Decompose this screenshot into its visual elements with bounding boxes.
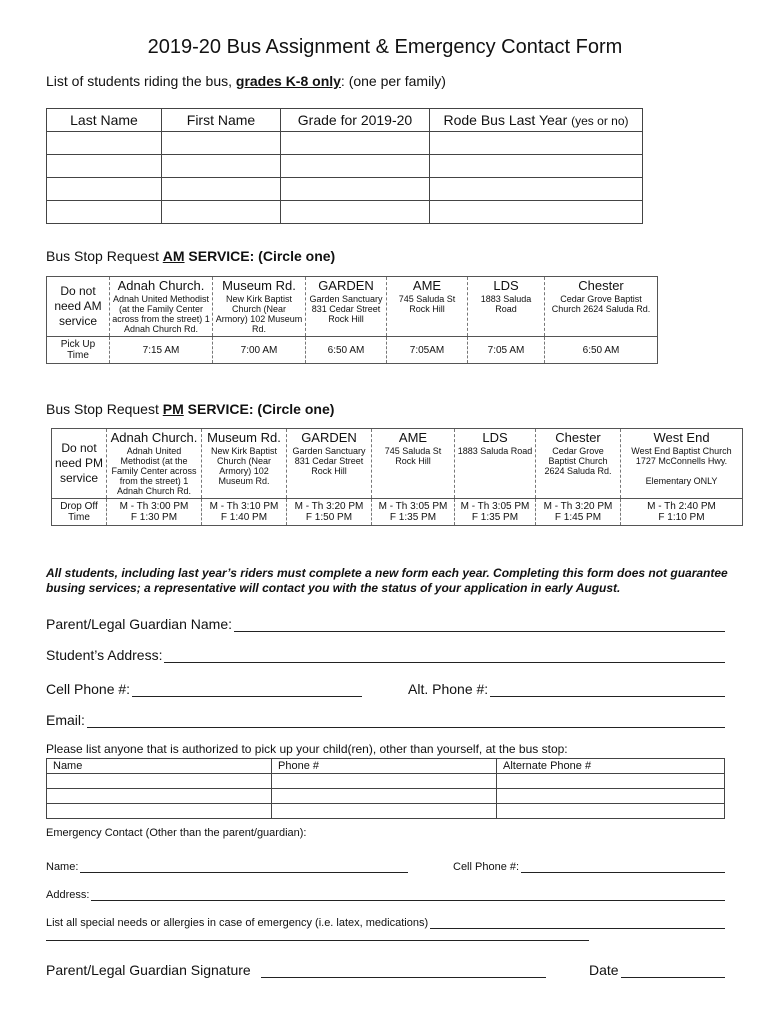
input-cell[interactable] <box>430 132 643 155</box>
field-label: Cell Phone #: <box>453 861 520 873</box>
rode-bus-label: Rode Bus Last Year <box>443 112 568 128</box>
notice-text: All students, including last year’s riders must complete a new form each year. Completing this form does not guarantee busing services; a representative will contact you with the status of your application in early August. <box>46 566 728 595</box>
input-cell[interactable] <box>47 804 272 819</box>
am-stop-museum[interactable] <box>213 277 306 337</box>
input-cell[interactable] <box>47 789 272 804</box>
stop-name: AME <box>398 430 428 445</box>
am-stop-chester[interactable] <box>545 277 658 337</box>
pm-time: M - Th 3:10 PM F 1:40 PM <box>202 499 287 526</box>
am-stop-lds[interactable] <box>468 277 545 337</box>
guardian-name-field[interactable] <box>46 616 725 632</box>
am-time: 6:50 AM <box>306 337 387 364</box>
student-row[interactable] <box>47 178 643 201</box>
stop-name: Adnah Church. <box>110 430 198 445</box>
stop-note: Elementary ONLY <box>645 476 718 486</box>
intro-emphasis: grades K-8 only <box>235 73 341 89</box>
pm-stop-adnah[interactable] <box>107 429 202 499</box>
input-cell[interactable] <box>281 132 430 155</box>
pickup-prompt: Please list anyone that is authorized to pick up your child(ren), other than yourself, at the bus stop: <box>46 742 568 756</box>
am-stops-table <box>46 276 658 364</box>
am-time: 7:05AM <box>387 337 468 364</box>
input-cell[interactable] <box>47 201 162 224</box>
input-cell[interactable] <box>497 804 725 819</box>
stop-name: AME <box>412 278 442 293</box>
students-header-row <box>47 109 643 132</box>
field-label: Name: <box>46 861 79 873</box>
am-none-option[interactable]: Do not need AM service <box>47 277 110 337</box>
input-cell[interactable] <box>430 155 643 178</box>
rode-bus-note: (yes or no) <box>571 114 629 128</box>
input-cell[interactable] <box>162 201 281 224</box>
col-rode-bus <box>430 109 643 132</box>
field-line[interactable] <box>621 963 725 978</box>
student-row[interactable] <box>47 132 643 155</box>
input-cell[interactable] <box>430 201 643 224</box>
students-table <box>46 108 643 224</box>
stop-name: Chester <box>578 278 624 293</box>
input-cell[interactable] <box>162 132 281 155</box>
stop-address: Cedar Grove Baptist Church 2624 Saluda Rd. <box>544 446 612 476</box>
input-cell[interactable] <box>497 789 725 804</box>
stop-address: 745 Saluda St Rock Hill <box>384 446 442 466</box>
input-cell[interactable] <box>430 178 643 201</box>
stop-name: Museum Rd. <box>207 430 281 445</box>
stop-address: 1883 Saluda Road <box>480 294 532 314</box>
pm-stop-ame[interactable] <box>372 429 455 499</box>
field-line[interactable] <box>91 886 725 901</box>
am-times-row <box>47 337 658 364</box>
input-cell[interactable] <box>281 155 430 178</box>
pm-time-label: Drop Off Time <box>52 499 107 526</box>
intro-suffix: : (one per family) <box>340 73 446 89</box>
col-name: Name <box>47 759 272 774</box>
am-heading-u: AM <box>162 248 185 264</box>
am-heading-suffix: SERVICE: (Circle one) <box>184 248 336 264</box>
stop-name: Museum Rd. <box>222 278 296 293</box>
pm-times-row <box>52 499 743 526</box>
pickup-header-row <box>47 759 725 774</box>
pm-stops-row <box>52 429 743 499</box>
field-label: Date <box>589 962 619 978</box>
input-cell[interactable] <box>272 789 497 804</box>
pickup-table <box>46 758 725 819</box>
signature-field[interactable] <box>46 962 546 978</box>
input-cell[interactable] <box>47 178 162 201</box>
pm-heading-u: PM <box>162 401 184 417</box>
stop-address: Adnah United Methodist (at the Family Center across from the street) 1 Adnah Church Rd. <box>111 446 197 496</box>
stop-address: Garden Sanctuary 831 Cedar Street Rock Hill <box>292 446 366 476</box>
special-needs-field[interactable] <box>46 914 725 929</box>
stop-name: LDS <box>482 430 508 445</box>
field-label: Student’s Address: <box>46 647 163 663</box>
col-last-name: Last Name <box>47 109 162 132</box>
stop-name: West End <box>653 430 710 445</box>
am-time: 7:15 AM <box>110 337 213 364</box>
input-cell[interactable] <box>272 804 497 819</box>
pm-time: M - Th 3:05 PM F 1:35 PM <box>372 499 455 526</box>
am-time: 7:05 AM <box>468 337 545 364</box>
field-label: Alt. Phone #: <box>408 681 489 697</box>
pm-time: M - Th 3:00 PM F 1:30 PM <box>107 499 202 526</box>
field-label: Parent/Legal Guardian Signature <box>46 962 251 978</box>
address-field[interactable] <box>46 647 725 663</box>
col-first-name: First Name <box>162 109 281 132</box>
field-line[interactable] <box>261 963 546 978</box>
stop-name: LDS <box>493 278 519 293</box>
field-line[interactable] <box>521 858 725 873</box>
pm-time: M - Th 3:20 PM F 1:45 PM <box>536 499 621 526</box>
stop-address: 745 Saluda St Rock Hill <box>398 294 456 314</box>
input-cell[interactable] <box>497 774 725 789</box>
pickup-row[interactable] <box>47 774 725 789</box>
pm-heading <box>46 401 334 417</box>
input-cell[interactable] <box>272 774 497 789</box>
pm-time: M - Th 3:05 PM F 1:35 PM <box>455 499 536 526</box>
pm-time: M - Th 3:20 PM F 1:50 PM <box>287 499 372 526</box>
emergency-heading: Emergency Contact (Other than the parent/guardian): <box>46 827 307 839</box>
am-time: 7:00 AM <box>213 337 306 364</box>
pm-heading-suffix: SERVICE: (Circle one) <box>183 401 335 417</box>
field-label: Cell Phone #: <box>46 681 131 697</box>
stop-name: Chester <box>555 430 601 445</box>
input-cell[interactable] <box>281 201 430 224</box>
field-label: Parent/Legal Guardian Name: <box>46 616 232 632</box>
am-stop-ame[interactable] <box>387 277 468 337</box>
am-stop-garden[interactable] <box>306 277 387 337</box>
am-stop-adnah[interactable] <box>110 277 213 337</box>
cell-phone-field[interactable] <box>46 681 362 697</box>
pickup-row[interactable] <box>47 804 725 819</box>
field-line[interactable] <box>80 858 408 873</box>
students-intro <box>46 73 446 89</box>
col-phone: Phone # <box>272 759 497 774</box>
special-needs-line-2[interactable] <box>46 940 589 941</box>
pm-stop-west-end[interactable] <box>621 429 743 499</box>
intro-text: List of students riding the bus, <box>46 73 236 89</box>
input-cell[interactable] <box>162 178 281 201</box>
pm-stop-lds[interactable] <box>455 429 536 499</box>
input-cell[interactable] <box>281 178 430 201</box>
alt-phone-field[interactable] <box>408 681 725 697</box>
field-line[interactable] <box>164 648 725 663</box>
student-row[interactable] <box>47 155 643 178</box>
stop-address: Adnah United Methodist (at the Family Center across from the street) 1 Adnah Church Rd. <box>112 294 210 334</box>
pm-heading-text: Bus Stop Request <box>46 401 163 417</box>
am-heading-text: Bus Stop Request <box>46 248 163 264</box>
pm-stop-museum[interactable] <box>202 429 287 499</box>
form-title: 2019-20 Bus Assignment & Emergency Contact Form <box>147 36 623 58</box>
stop-address: Cedar Grove Baptist Church 2624 Saluda Rd. <box>551 294 651 314</box>
field-line[interactable] <box>132 682 362 697</box>
col-alt-phone: Alternate Phone # <box>497 759 725 774</box>
stop-name: Adnah Church. <box>117 278 205 293</box>
field-label: List all special needs or allergies in case of emergency (i.e. latex, medications) <box>46 917 429 929</box>
pm-stops-table <box>51 428 743 526</box>
field-label: Address: <box>46 889 90 901</box>
emergency-name-field[interactable] <box>46 858 408 873</box>
pickup-row[interactable] <box>47 789 725 804</box>
pm-stop-garden[interactable] <box>287 429 372 499</box>
stop-address: New Kirk Baptist Church (Near Armory) 102 Museum Rd. <box>215 294 303 334</box>
stop-name: GARDEN <box>318 278 374 293</box>
field-line[interactable] <box>87 713 725 728</box>
field-line[interactable] <box>430 914 725 929</box>
emergency-cell-field[interactable] <box>453 858 725 873</box>
stop-address: 1883 Saluda Road <box>457 446 533 456</box>
input-cell[interactable] <box>162 155 281 178</box>
input-cell[interactable] <box>47 155 162 178</box>
pm-none-option[interactable]: Do not need PM service <box>52 429 107 499</box>
field-line[interactable] <box>490 682 725 697</box>
pm-stop-chester[interactable] <box>536 429 621 499</box>
stop-name: GARDEN <box>301 430 357 445</box>
input-cell[interactable] <box>47 132 162 155</box>
pm-time: M - Th 2:40 PM F 1:10 PM <box>621 499 743 526</box>
am-time-label: Pick Up Time <box>47 337 110 364</box>
email-field[interactable] <box>46 712 725 728</box>
field-line[interactable] <box>234 617 725 632</box>
stop-address: New Kirk Baptist Church (Near Armory) 102 Museum Rd. <box>210 446 278 486</box>
field-label: Email: <box>46 712 85 728</box>
am-stops-row <box>47 277 658 337</box>
stop-address: Garden Sanctuary 831 Cedar Street Rock Hill <box>309 294 383 324</box>
date-field[interactable] <box>589 962 725 978</box>
emergency-address-field[interactable] <box>46 886 725 901</box>
input-cell[interactable] <box>47 774 272 789</box>
am-heading <box>46 248 335 264</box>
student-row[interactable] <box>47 201 643 224</box>
stop-address: West End Baptist Church 1727 McConnells Hwy. <box>631 446 732 466</box>
col-grade: Grade for 2019-20 <box>281 109 430 132</box>
am-time: 6:50 AM <box>545 337 658 364</box>
